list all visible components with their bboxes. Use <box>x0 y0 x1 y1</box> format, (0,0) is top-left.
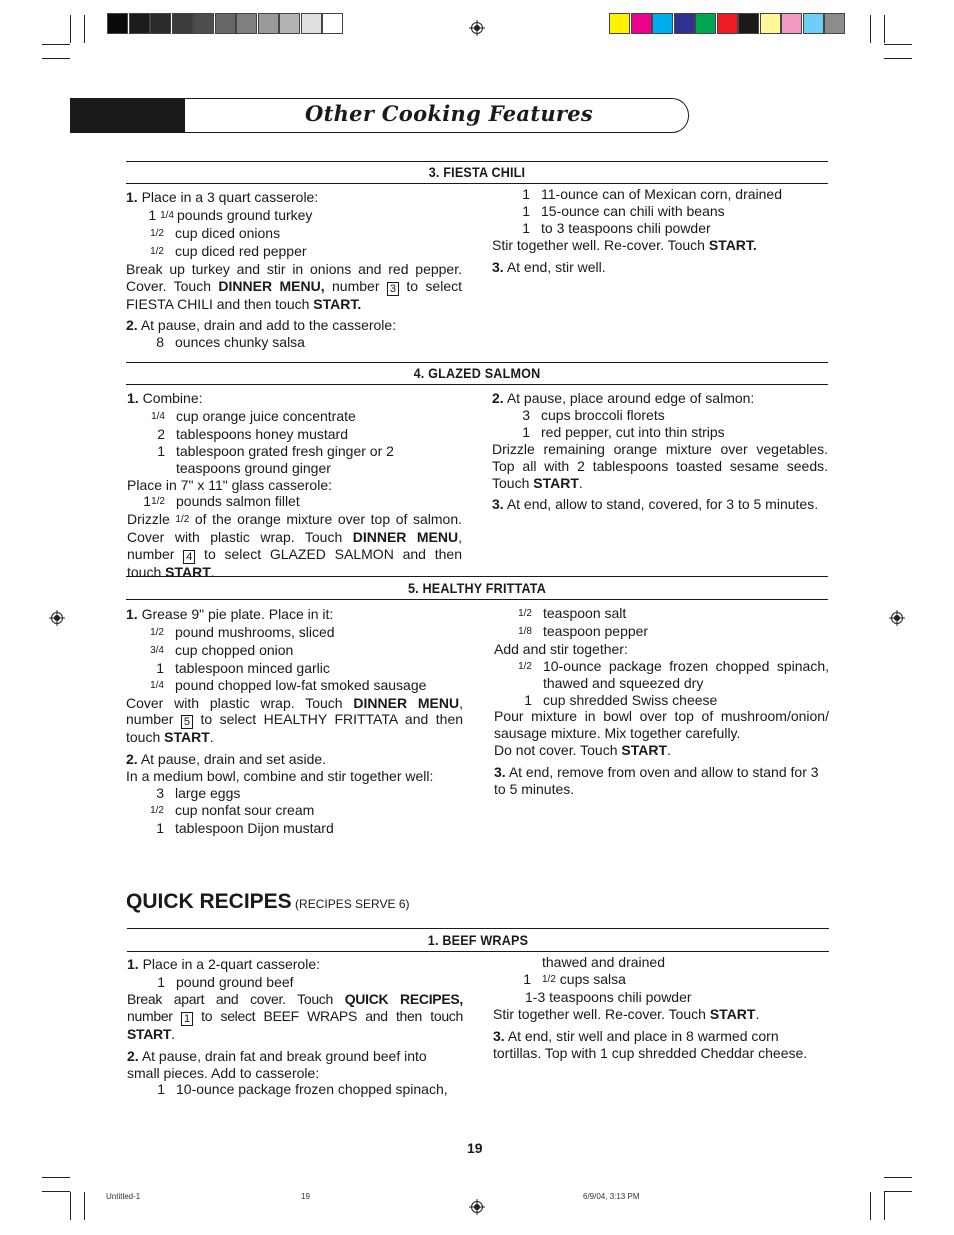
color-swatch <box>652 13 673 34</box>
section-rule <box>127 951 829 952</box>
footer-file-name: Untitled-1 <box>106 1192 141 1201</box>
footer-page: 19 <box>301 1192 310 1201</box>
frittata-left-column: 1. Grease 9" pie plate. Place in it: 1/2 pound mushrooms, sliced 3/4 cup chopped onion 1 tablespoon minced garlic 1/4 pound chopped low-fat smoked sausage Cover with plastic wrap. Touch DINNER MENU, number 5 to select HEALTHY FRITTATA and then touch START. 2. At pause, drain and set aside. In a medium bowl, combine and stir together well: 3 large eggs 1/2 cup nonfat sour cream 1 tablespoon Dijon mustard <box>126 606 464 836</box>
section-rule <box>126 161 828 162</box>
section-title-glazed-salmon: 4. GLAZED SALMON <box>413 365 541 381</box>
grey-swatch <box>150 13 171 34</box>
color-swatch <box>609 13 630 34</box>
fiesta-left-column: 1. Place in a 3 quart casserole: 1 1/4 pounds ground turkey 1/2 cup diced onions 1/2 cup diced red pepper Break up turkey and stir in onions and red pepper. Cover. Touch DINNER MENU, number 3 to select FIESTA CHILI and then touch START. 2. At pause, drain and add to the casserole: 8 ounces chunky salsa <box>126 189 463 351</box>
footer-timestamp: 6/9/04, 3:13 PM <box>583 1192 640 1201</box>
registration-mark-icon <box>889 610 905 626</box>
color-swatch <box>695 13 716 34</box>
page-number: 19 <box>467 1140 483 1156</box>
grey-swatch <box>279 13 300 34</box>
beef-wraps-left-column: 1. Place in a 2-quart casserole: 1 pound ground beef Break apart and cover. Touch QUICK RECIPES, number 1 to select BEEF WRAPS and then touch START. 2. At pause, drain fat and break ground beef into small pieces. Add to casserole: 1 10-ounce package frozen chopped spinach, <box>127 956 464 1098</box>
color-swatch <box>824 13 845 34</box>
grey-swatch <box>107 13 128 34</box>
section-rule <box>126 599 828 600</box>
registration-mark-icon <box>469 1199 485 1215</box>
grey-swatch <box>236 13 257 34</box>
registration-mark-icon <box>469 20 485 36</box>
salmon-left-column: 1. Combine: 1/4 cup orange juice concentrate 2 tablespoons honey mustard 1 tablespoon grated fresh ginger or 2 teaspoons ground ginger Place in 7" x 11" glass casserole: 11/2 pounds salmon fillet Drizzle 1/2 of the orange mixture over top of salmon. Cover with plastic wrap. Touch DINNER MENU, number 4 to select GLAZED SALMON and then touch START. <box>127 390 463 581</box>
section-title-fiesta-chili: 3. FIESTA CHILI <box>428 164 526 180</box>
section-title-beef-wraps: 1. BEEF WRAPS <box>427 932 529 948</box>
grey-swatch <box>193 13 214 34</box>
color-swatch <box>674 13 695 34</box>
section-rule <box>126 183 828 184</box>
section-rule <box>126 576 828 577</box>
frittata-right-column: 1/2 teaspoon salt 1/8 teaspoon pepper Add and stir together: 1/2 10-ounce package frozen chopped spinach, thawed and squeezed dry 1 cup shredded Swiss cheese Pour mixture in bowl over top of mushroom/onion/ sausage mixture. Mix together carefully. Do not cover. Touch START. 3. At end, remove from oven and allow to stand for 3 to 5 minutes. <box>494 605 829 798</box>
color-swatch <box>717 13 738 34</box>
color-swatch <box>803 13 824 34</box>
grey-swatch <box>129 13 150 34</box>
section-title-healthy-frittata: 5. HEALTHY FRITTATA <box>407 580 547 596</box>
number-key-1: 1 <box>181 1012 193 1026</box>
header-tab <box>70 98 185 133</box>
color-swatch <box>781 13 802 34</box>
grey-swatch <box>215 13 236 34</box>
color-swatch <box>760 13 781 34</box>
grey-swatch <box>172 13 193 34</box>
fiesta-right-column: 1 11-ounce can of Mexican corn, drained 1 15-ounce can chili with beans 1 to 3 teaspoons chili powder Stir together well. Re-cover. Touch START. 3. At end, stir well. <box>492 186 782 275</box>
number-key-4: 4 <box>183 550 195 564</box>
number-key-5: 5 <box>181 715 193 729</box>
grey-swatch <box>258 13 279 34</box>
section-rule <box>126 384 828 385</box>
quick-recipes-heading: QUICK RECIPES (RECIPES SERVE 6) <box>126 890 410 913</box>
number-key-3: 3 <box>387 282 399 296</box>
salmon-right-column: 2. At pause, place around edge of salmon: 3 cups broccoli florets 1 red pepper, cut into thin strips Drizzle remaining orange mixture over vegetables. Top all with 2 tablespoons toasted sesame seeds. Touch START. 3. At end, allow to stand, covered, for 3 to 5 minutes. <box>492 390 828 513</box>
registration-mark-icon <box>49 610 65 626</box>
grey-swatch <box>301 13 322 34</box>
grey-swatch <box>322 13 343 34</box>
color-swatch <box>631 13 652 34</box>
page-title: Other Cooking Features <box>305 101 594 126</box>
beef-wraps-right-column: thawed and drained 1 1/2 cups salsa 1-3 teaspoons chili powder Stir together well. Re-cover. Touch START. 3. At end, stir well and place in 8 warmed corn tortillas. Top with 1 cup shredded Cheddar cheese. <box>493 954 808 1061</box>
color-swatch <box>738 13 759 34</box>
section-rule <box>127 928 829 929</box>
section-rule <box>126 362 828 363</box>
